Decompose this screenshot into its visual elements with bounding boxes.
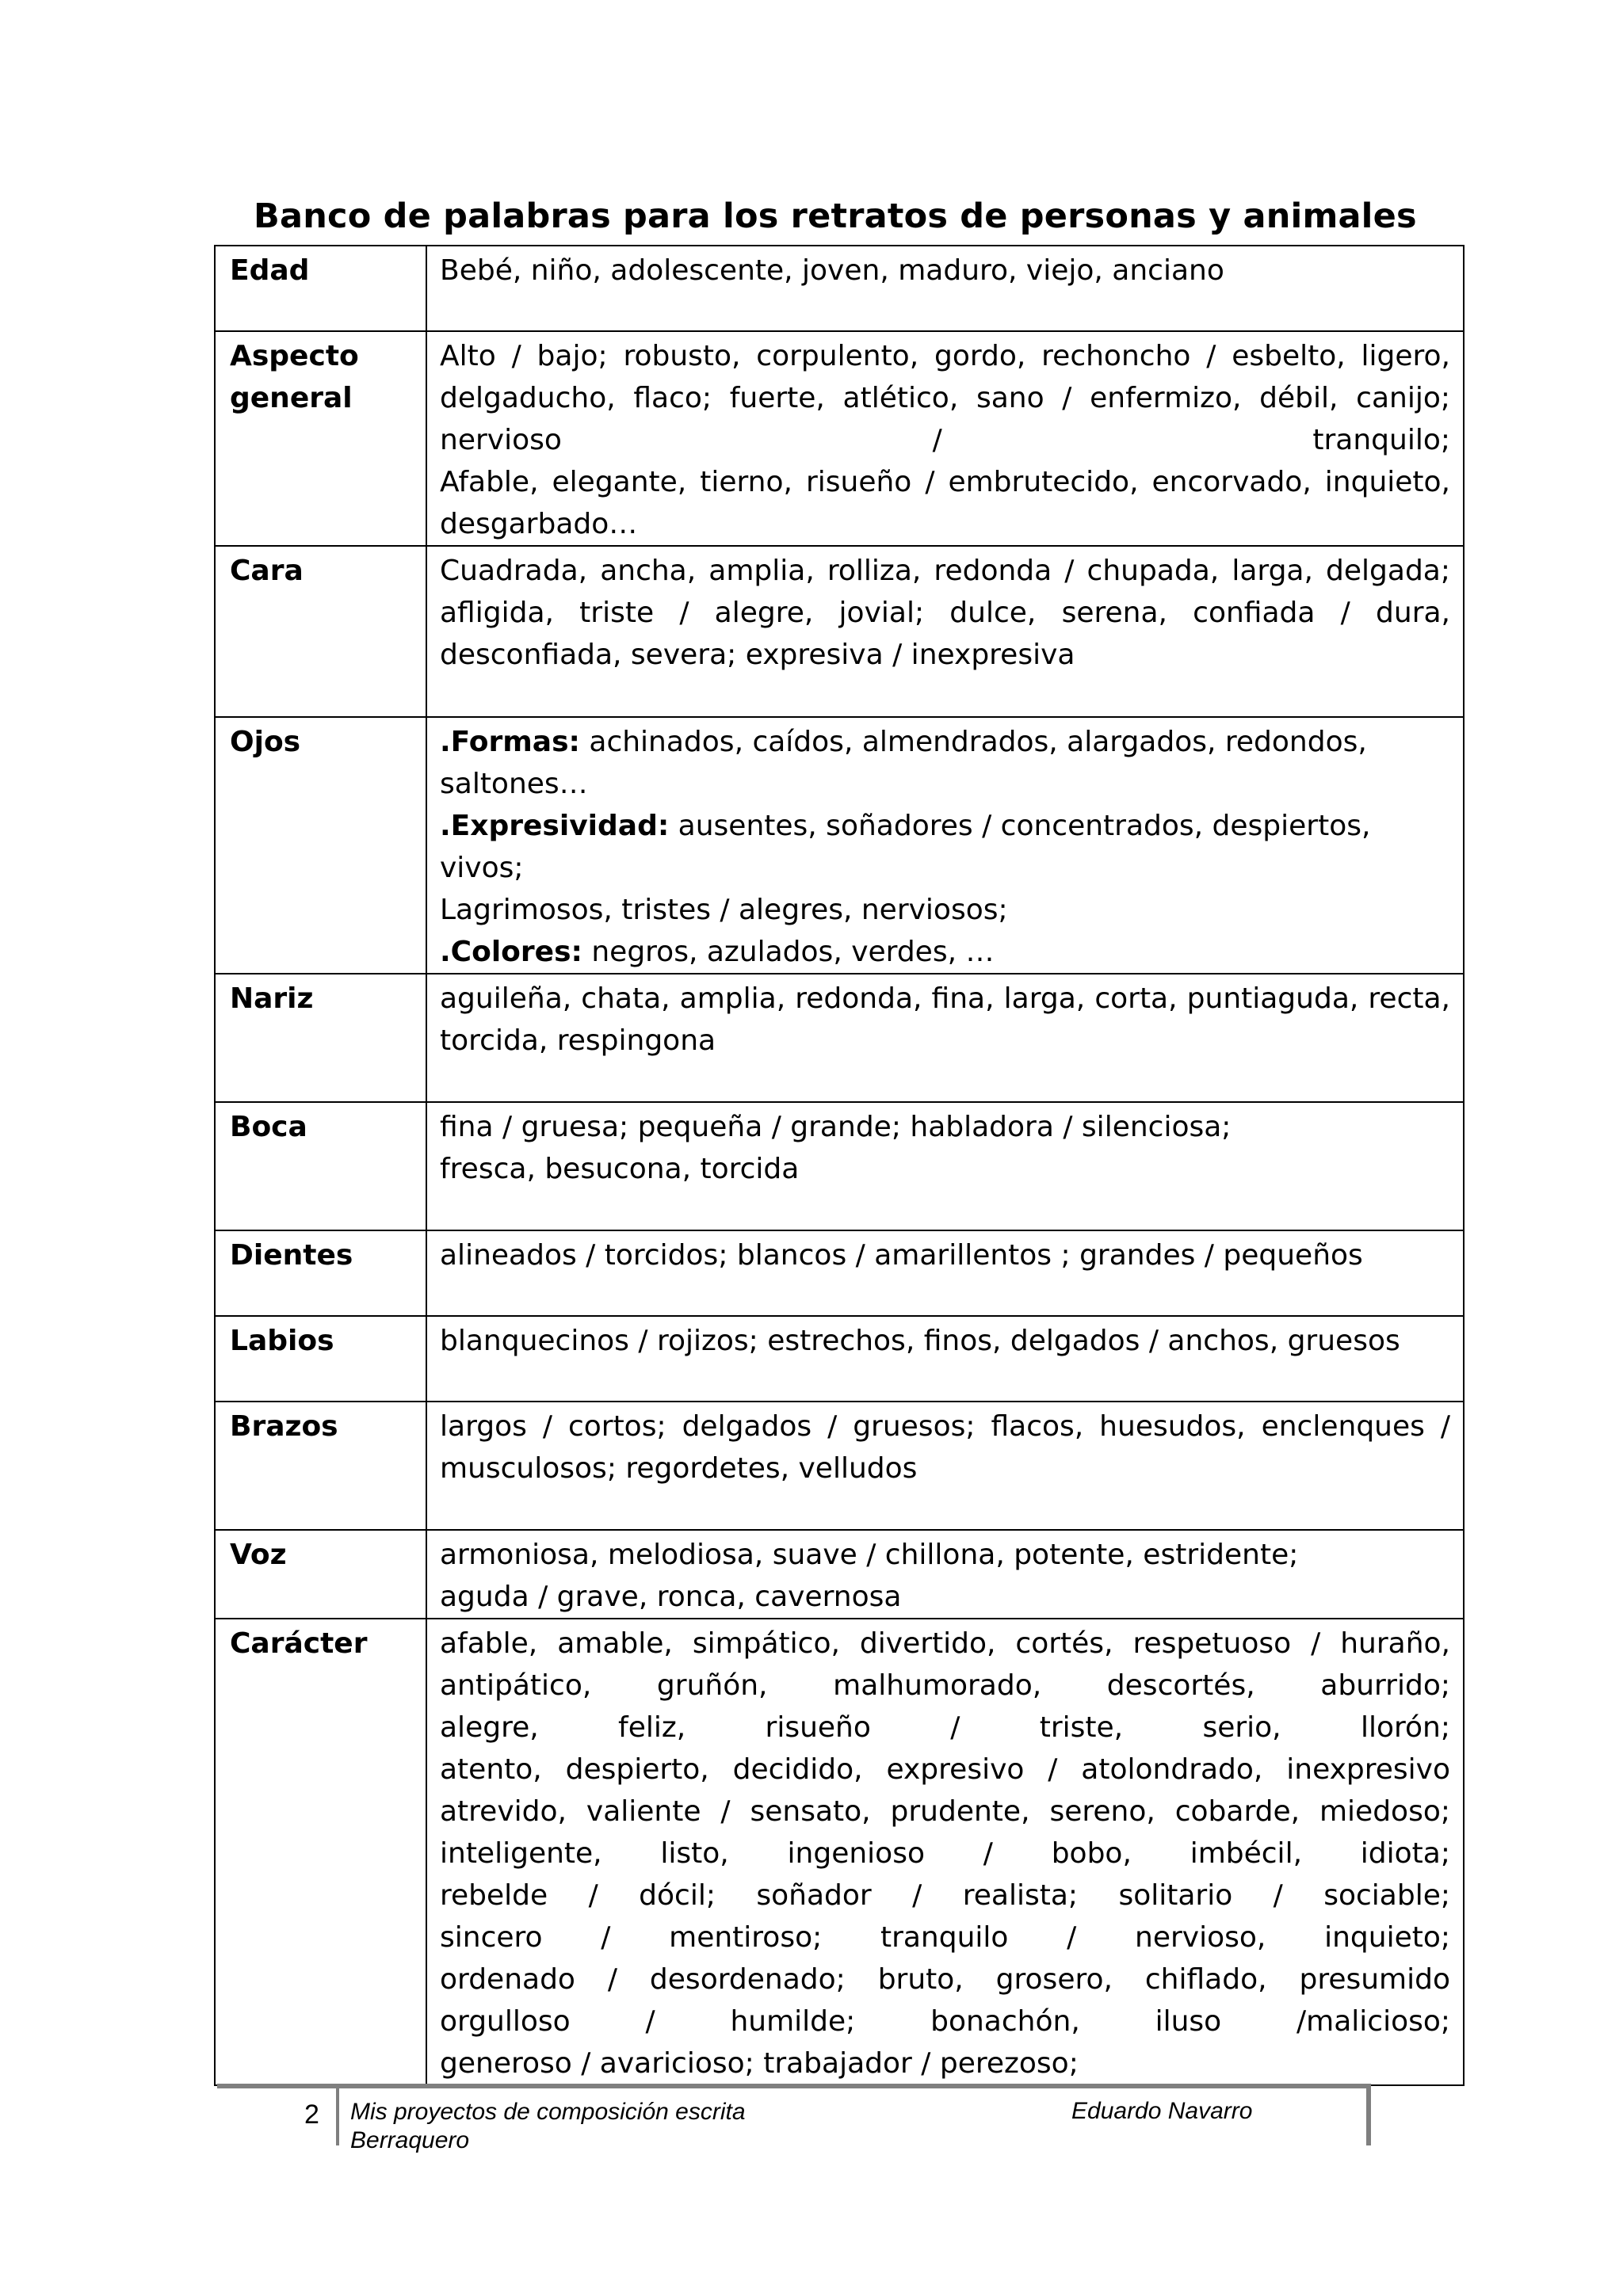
word-line (440, 250, 1450, 292)
word-list-text: negros, azulados, verdes, … (582, 936, 995, 968)
word-list-text: desconfiada, severa; expresiva / inexpresiva (440, 639, 1075, 671)
footer-book-title (350, 2098, 746, 2155)
word-line (440, 889, 1450, 931)
word-line (440, 1320, 1450, 1362)
word-bank-row (215, 546, 1464, 717)
word-list-text: inteligente, listo, ingenioso / bobo, imbécil, idiota; (440, 1837, 1450, 1870)
word-list-text: Afable, elegante, tierno, risueño / embrutecido, encorvado, inquieto, (440, 466, 1450, 498)
word-line (440, 550, 1450, 592)
word-line (440, 2000, 1450, 2042)
word-list-text: afable, amable, simpático, divertido, cortés, respetuoso / huraño, (440, 1627, 1450, 1660)
row-label (215, 546, 426, 717)
word-list-text: fresca, besucona, torcida (440, 1153, 800, 1185)
row-label-line: Labios (230, 1325, 334, 1357)
word-bank-row (215, 1102, 1464, 1230)
category-keyword: .Formas: (440, 726, 580, 758)
row-label-line: Cara (230, 555, 304, 587)
word-line (440, 805, 1450, 889)
word-line (440, 1447, 1450, 1489)
row-label (215, 1230, 426, 1316)
word-list-text: fina / gruesa; pequeña / grande; habladora / silenciosa; (440, 1111, 1232, 1143)
word-list-text: Lagrimosos, tristes / alegres, nerviosos; (440, 894, 1008, 926)
word-line (440, 634, 1450, 676)
word-line (440, 503, 1450, 545)
word-line (440, 1576, 1450, 1618)
word-list-text: largos / cortos; delgados / gruesos; flacos, huesudos, enclenques / (440, 1410, 1450, 1443)
page-number: 2 (304, 2100, 319, 2130)
word-line (440, 1749, 1450, 1791)
row-label (215, 1402, 426, 1530)
word-list-text: nervioso / tranquilo; (440, 424, 1450, 456)
word-line (440, 1534, 1450, 1576)
row-label-line: Brazos (230, 1410, 338, 1443)
row-words (426, 331, 1464, 546)
word-list-text: atrevido, valiente / sensato, prudente, sereno, cobarde, miedoso; (440, 1795, 1450, 1828)
row-words (426, 1102, 1464, 1230)
word-list-text: ausentes, soñadores / concentrados, despiertos, vivos; (440, 810, 1371, 884)
word-bank-row (215, 1530, 1464, 1619)
word-line (440, 592, 1450, 634)
row-label-line: general (230, 382, 353, 414)
word-line (440, 1833, 1450, 1875)
word-list-text: generoso / avaricioso; trabajador / perezoso; (440, 2047, 1079, 2080)
word-line (440, 978, 1450, 1020)
word-line (440, 1234, 1450, 1276)
word-line (440, 461, 1450, 503)
category-keyword: .Expresividad: (440, 810, 670, 842)
row-words (426, 546, 1464, 717)
word-list-text: antipático, gruñón, malhumorado, descortés, aburrido; (440, 1669, 1450, 1702)
word-bank-row (215, 1316, 1464, 1402)
word-line (440, 419, 1450, 461)
word-line (440, 1148, 1450, 1190)
word-bank-row (215, 1230, 1464, 1316)
word-list-text: delgaducho, flaco; fuerte, atlético, sano / enfermizo, débil, canijo; (440, 382, 1450, 414)
row-words (426, 1316, 1464, 1402)
word-line (440, 1020, 1450, 1062)
word-list-text: alineados / torcidos; blancos / amarillentos ; grandes / pequeños (440, 1239, 1363, 1272)
page-title: Banco de palabras para los retratos de personas y animales (254, 196, 1417, 236)
row-label-line: Carácter (230, 1627, 368, 1660)
word-line (440, 1875, 1450, 1917)
page-footer (217, 2084, 1371, 2153)
row-label-line: Aspecto (230, 340, 359, 372)
row-words (426, 1530, 1464, 1619)
word-bank-row (215, 331, 1464, 546)
word-line (440, 2042, 1450, 2084)
word-list-text: armoniosa, melodiosa, suave / chillona, potente, estridente; (440, 1539, 1299, 1571)
row-label (215, 246, 426, 331)
footer-top-rule (217, 2084, 1371, 2088)
word-line (440, 1791, 1450, 1833)
row-label-line: Edad (230, 254, 310, 287)
footer-author: Eduardo Navarro (1071, 2098, 1253, 2124)
word-list-text: atento, despierto, decidido, expresivo / atolondrado, inexpresivo (440, 1753, 1450, 1786)
word-line (440, 335, 1450, 377)
footer-right-rule (1366, 2084, 1371, 2145)
word-list-text: orgulloso / humilde; bonachón, iluso /malicioso; (440, 2005, 1450, 2038)
word-list-text: torcida, respingona (440, 1024, 716, 1057)
row-label-line: Ojos (230, 726, 301, 758)
word-line (440, 931, 1450, 973)
word-list-text: aguda / grave, ronca, cavernosa (440, 1581, 902, 1613)
row-label (215, 1316, 426, 1402)
word-bank-row (215, 1402, 1464, 1530)
row-words (426, 1230, 1464, 1316)
word-line (440, 1623, 1450, 1665)
word-list-text: sincero / mentiroso; tranquilo / nervioso, inquieto; (440, 1921, 1450, 1954)
word-list-text: musculosos; regordetes, velludos (440, 1452, 918, 1485)
footer-divider (336, 2088, 339, 2145)
word-list-text: blanquecinos / rojizos; estrechos, finos, delgados / anchos, gruesos (440, 1325, 1400, 1357)
word-list-text: achinados, caídos, almendrados, alargados, redondos, saltones… (440, 726, 1367, 800)
row-label (215, 1619, 426, 2085)
row-label-line: Voz (230, 1539, 287, 1571)
row-label (215, 331, 426, 546)
row-words (426, 717, 1464, 974)
word-list-text: Alto / bajo; robusto, corpulento, gordo, rechoncho / esbelto, ligero, (440, 340, 1450, 372)
word-list-text: alegre, feliz, risueño / triste, serio, llorón; (440, 1711, 1450, 1744)
row-words (426, 1619, 1464, 2085)
word-line (440, 1707, 1450, 1749)
word-list-text: ordenado / desordenado; bruto, grosero, chiflado, presumido (440, 1963, 1450, 1996)
row-label (215, 1102, 426, 1230)
word-line (440, 721, 1450, 805)
word-line (440, 1405, 1450, 1447)
footer-book-title-line-1: Mis proyectos de composición escrita (350, 2099, 746, 2125)
word-list-text: desgarbado… (440, 508, 638, 540)
footer-book-title-line-2: Berraquero (350, 2127, 470, 2153)
word-bank-row (215, 717, 1464, 974)
row-label (215, 1530, 426, 1619)
word-line (440, 377, 1450, 419)
row-label-line: Boca (230, 1111, 307, 1143)
row-label-line: Nariz (230, 982, 314, 1015)
row-label-line: Dientes (230, 1239, 353, 1272)
word-line (440, 1106, 1450, 1148)
word-line (440, 1665, 1450, 1707)
word-bank-table (214, 245, 1465, 2086)
word-line (440, 1917, 1450, 1958)
word-bank-row (215, 246, 1464, 331)
category-keyword: .Colores: (440, 936, 582, 968)
word-list-text: aguileña, chata, amplia, redonda, fina, larga, corta, puntiaguda, recta, (440, 982, 1450, 1015)
word-bank-row (215, 1619, 1464, 2085)
word-list-text: afligida, triste / alegre, jovial; dulce, serena, confiada / dura, (440, 597, 1450, 629)
word-bank-row (215, 974, 1464, 1102)
word-list-text: Cuadrada, ancha, amplia, rolliza, redonda / chupada, larga, delgada; (440, 555, 1450, 587)
row-label (215, 717, 426, 974)
row-words (426, 1402, 1464, 1530)
word-list-text: Bebé, niño, adolescente, joven, maduro, viejo, anciano (440, 254, 1224, 287)
row-words (426, 246, 1464, 331)
word-line (440, 1958, 1450, 2000)
word-bank-body (215, 246, 1464, 2085)
row-words (426, 974, 1464, 1102)
word-list-text: rebelde / dócil; soñador / realista; solitario / sociable; (440, 1879, 1450, 1912)
row-label (215, 974, 426, 1102)
